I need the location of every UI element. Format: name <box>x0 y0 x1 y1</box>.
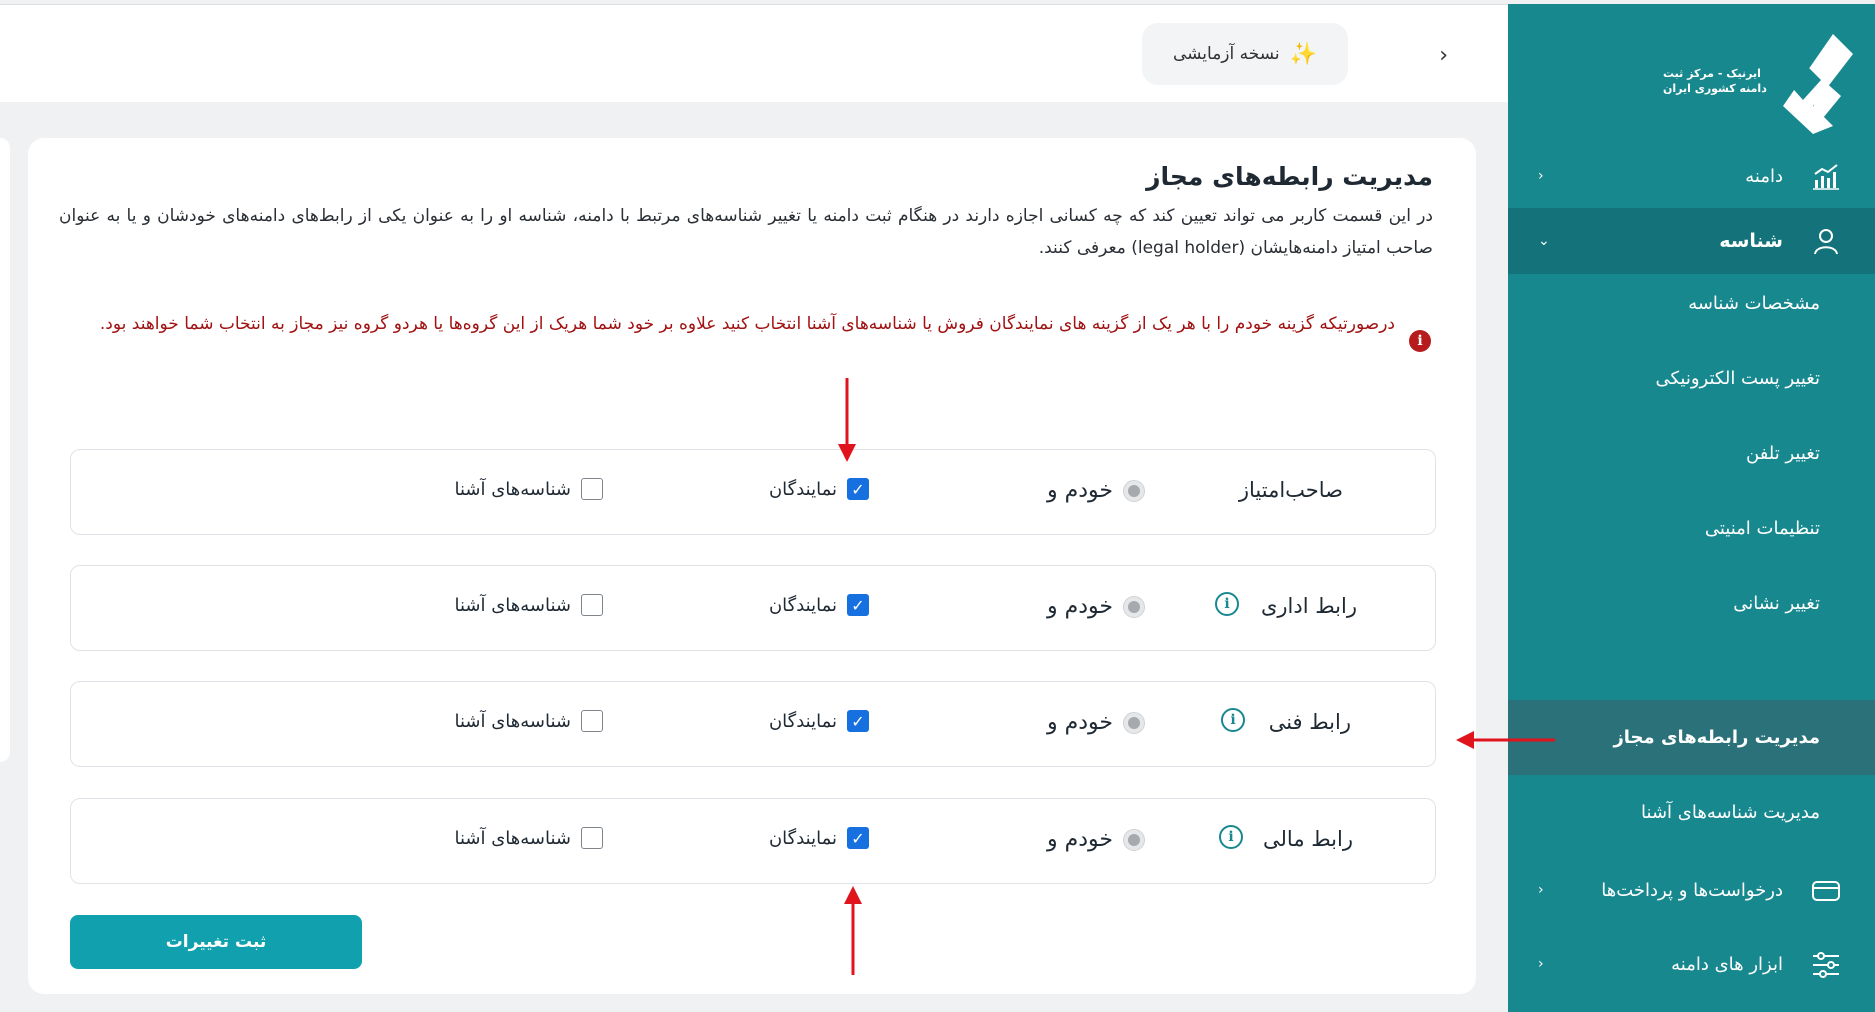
option-self-label: خودم و <box>1047 478 1113 503</box>
self-radio[interactable] <box>1123 596 1145 618</box>
chevron-left-icon: ‹ <box>1538 168 1544 184</box>
role-label: رابط مالی <box>1263 827 1353 851</box>
sidebar-item-identity[interactable] <box>1508 208 1875 274</box>
sidebar-subitem-label: تنظیمات امنیتی <box>1704 518 1820 539</box>
page-description: در این قسمت کاربر می تواند تعیین کند که چه کسانی اجازه دارند در هنگام ثبت دامنه یا تغییر شناسه‌های مرتبط با دامنه، شناسه او را به عنوان یکی از رابط‌های دامنه‌های خودشان و یا به عنوان صاحب امتیاز دامنه‌هایشان (legal holder) معرفی کنند. <box>59 206 1433 258</box>
sidebar-item-domain[interactable] <box>1508 140 1875 212</box>
sidebar-subitem-label: تغییر نشانی <box>1733 593 1820 614</box>
info-icon[interactable]: i <box>1219 825 1243 849</box>
collapse-chevron-icon[interactable]: ‹ <box>1439 43 1448 68</box>
info-icon[interactable]: i <box>1215 592 1239 616</box>
option-agents[interactable] <box>769 478 869 500</box>
agents-checkbox[interactable]: ✓ <box>847 827 869 849</box>
option-self-label: خودم و <box>1047 827 1113 852</box>
option-known-label: شناسه‌های آشنا <box>454 478 571 500</box>
info-icon[interactable]: i <box>1221 708 1245 732</box>
option-self[interactable] <box>1047 827 1145 852</box>
logo-text <box>1663 66 1783 96</box>
sidebar-subitem-change-address[interactable] <box>1508 566 1875 641</box>
sidebar-item-requests-payments[interactable] <box>1508 854 1875 926</box>
option-agents-label: نمایندگان <box>768 594 837 616</box>
agents-checkbox[interactable]: ✓ <box>847 710 869 732</box>
option-agents-label: نمایندگان <box>768 827 837 849</box>
known-identities-checkbox[interactable] <box>581 594 603 616</box>
agents-checkbox[interactable]: ✓ <box>847 478 869 500</box>
option-known-identities[interactable] <box>454 594 603 616</box>
sidebar-subitem-label: تغییر پست الکترونیکی <box>1655 368 1820 389</box>
role-row-admin-contact <box>70 565 1436 651</box>
sidebar-subitem-change-email[interactable] <box>1508 341 1875 416</box>
option-agents[interactable] <box>769 594 869 616</box>
sidebar-subitem-label: مدیریت رابطه‌های مجاز <box>1613 727 1820 748</box>
trial-version-badge[interactable] <box>1142 23 1348 85</box>
option-known-label: شناسه‌های آشنا <box>454 594 571 616</box>
chart-icon <box>1811 162 1841 192</box>
user-icon <box>1811 226 1841 256</box>
sidebar-subitem-security-settings[interactable] <box>1508 491 1875 566</box>
card-icon <box>1811 876 1841 906</box>
logo-line-1: ایرنیک - مرکز ثبت <box>1663 67 1761 80</box>
save-changes-button[interactable]: ثبت تغییرات <box>70 915 362 969</box>
chevron-down-icon: ⌄ <box>1538 233 1550 249</box>
option-self-label: خودم و <box>1047 710 1113 735</box>
sidebar-item-label: شناسه <box>1719 230 1783 252</box>
option-self-label: خودم و <box>1047 594 1113 619</box>
top-bar <box>0 4 1508 102</box>
sidebar-item-label: دامنه <box>1745 165 1783 187</box>
role-label: رابط فنی <box>1268 710 1351 734</box>
sidebar-subitem-known-identities[interactable] <box>1508 775 1875 850</box>
option-known-identities[interactable] <box>454 710 603 732</box>
sidebar-subitem-change-phone[interactable] <box>1508 416 1875 491</box>
sidebar-subitem-identity-details[interactable] <box>1508 266 1875 341</box>
role-row-legal-holder <box>70 449 1436 535</box>
self-radio[interactable] <box>1123 712 1145 734</box>
page-title: مدیریت رابطه‌های مجاز <box>1146 162 1433 191</box>
warning-icon: i <box>1409 330 1431 352</box>
role-label: صاحب‌امتیاز <box>1238 478 1343 502</box>
role-label: رابط اداری <box>1260 594 1357 618</box>
option-known-label: شناسه‌های آشنا <box>454 827 571 849</box>
warning-text: درصورتیکه گزینه خودم را با هر یک از گزینه های نمایندگان فروش یا شناسه‌های آشنا انتخاب کنید علاوه بر خود شما هریک از این گروه‌ها یا هردو گروه نیز مجاز به انتخاب شما خواهند بود. <box>99 314 1395 334</box>
role-row-technical-contact <box>70 681 1436 767</box>
option-agents-label: نمایندگان <box>768 710 837 732</box>
option-self[interactable] <box>1047 594 1145 619</box>
option-agents-label: نمایندگان <box>768 478 837 500</box>
option-self[interactable] <box>1047 710 1145 735</box>
sidebar-subitem-authorized-contacts[interactable] <box>1508 700 1875 775</box>
sidebar-item-label: ابزار های دامنه <box>1671 953 1783 975</box>
sliders-icon <box>1811 950 1841 980</box>
sparkle-icon: ✨ <box>1289 41 1318 67</box>
self-radio[interactable] <box>1123 829 1145 851</box>
sidebar-subitem-label: مشخصات شناسه <box>1688 293 1820 314</box>
known-identities-checkbox[interactable] <box>581 827 603 849</box>
option-agents[interactable] <box>769 827 869 849</box>
agents-checkbox[interactable]: ✓ <box>847 594 869 616</box>
option-self[interactable] <box>1047 478 1145 503</box>
logo-line-2: دامنه کشوری ایران <box>1663 82 1767 95</box>
option-known-identities[interactable] <box>454 827 603 849</box>
option-known-label: شناسه‌های آشنا <box>454 710 571 732</box>
known-identities-checkbox[interactable] <box>581 478 603 500</box>
option-agents[interactable] <box>769 710 869 732</box>
sidebar-item-domain-tools[interactable] <box>1508 928 1875 1000</box>
sidebar-subitem-label: تغییر تلفن <box>1746 443 1820 464</box>
trial-version-label: نسخه آزمایشی <box>1172 44 1280 64</box>
sidebar-item-label: درخواست‌ها و پرداخت‌ها <box>1601 879 1783 901</box>
collapsed-panel <box>0 138 10 762</box>
sidebar <box>1508 4 1875 1012</box>
chevron-left-icon: ‹ <box>1538 956 1544 972</box>
known-identities-checkbox[interactable] <box>581 710 603 732</box>
option-known-identities[interactable] <box>454 478 603 500</box>
self-radio[interactable] <box>1123 480 1145 502</box>
sidebar-subitem-label: مدیریت شناسه‌های آشنا <box>1641 802 1820 823</box>
role-row-financial-contact <box>70 798 1436 884</box>
chevron-left-icon: ‹ <box>1538 882 1544 898</box>
